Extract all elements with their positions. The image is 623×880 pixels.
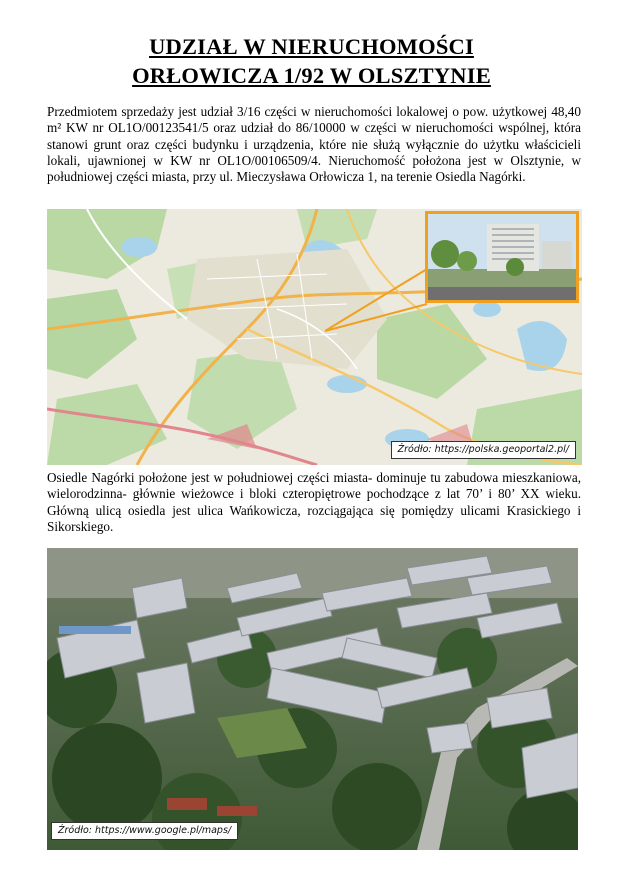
intro-paragraph: Przedmiotem sprzedaży jest udział 3/16 części w nieruchomości lokalowej o pow. użytkowej 48,40 m² KW nr OL1O/00123541/5 oraz udział do 86/10000 w części w nieruchomości wspólnej, która stanowi grunt oraz części budynku i urządzenia, które nie służą wyłącznie do użytku właścicieli lokali, ujawnionej w KW nr OL1O/00106509/4. Nieruchomość położona jest w Olsztynie, w południowej części miasta, przy ul. Mieczysława Orłowicza 1, na terenie Osiedla Nagórki. [47,104,581,185]
aerial-graphic [47,548,578,850]
map-graphic [47,209,582,465]
map-source-credit: Źródło: https://polska.geoportal2.pl/ [391,441,576,459]
aerial-photo [47,548,578,850]
title-line-1: UDZIAŁ W NIERUCHOMOŚCI [149,34,474,59]
location-map [47,209,582,465]
aerial-source-credit: Źródło: https://www.google.pl/maps/ [51,822,238,840]
district-paragraph: Osiedle Nagórki położone jest w południowej części miasta- dominuje tu zabudowa mieszkaniowa, wielorodzinna- głównie wieżowce i bloki czteropiętrowe pochodzące z lat 70’ i 80’ XX wieku. Główną ulicą osiedla jest ulica Wańkowicza, rozciągająca się pomiędzy ulicami Krasickiego i Sikorskiego. [47,470,581,534]
page-title [0,32,623,90]
title-line-2: ORŁOWICZA 1/92 W OLSZTYNIE [132,63,491,88]
